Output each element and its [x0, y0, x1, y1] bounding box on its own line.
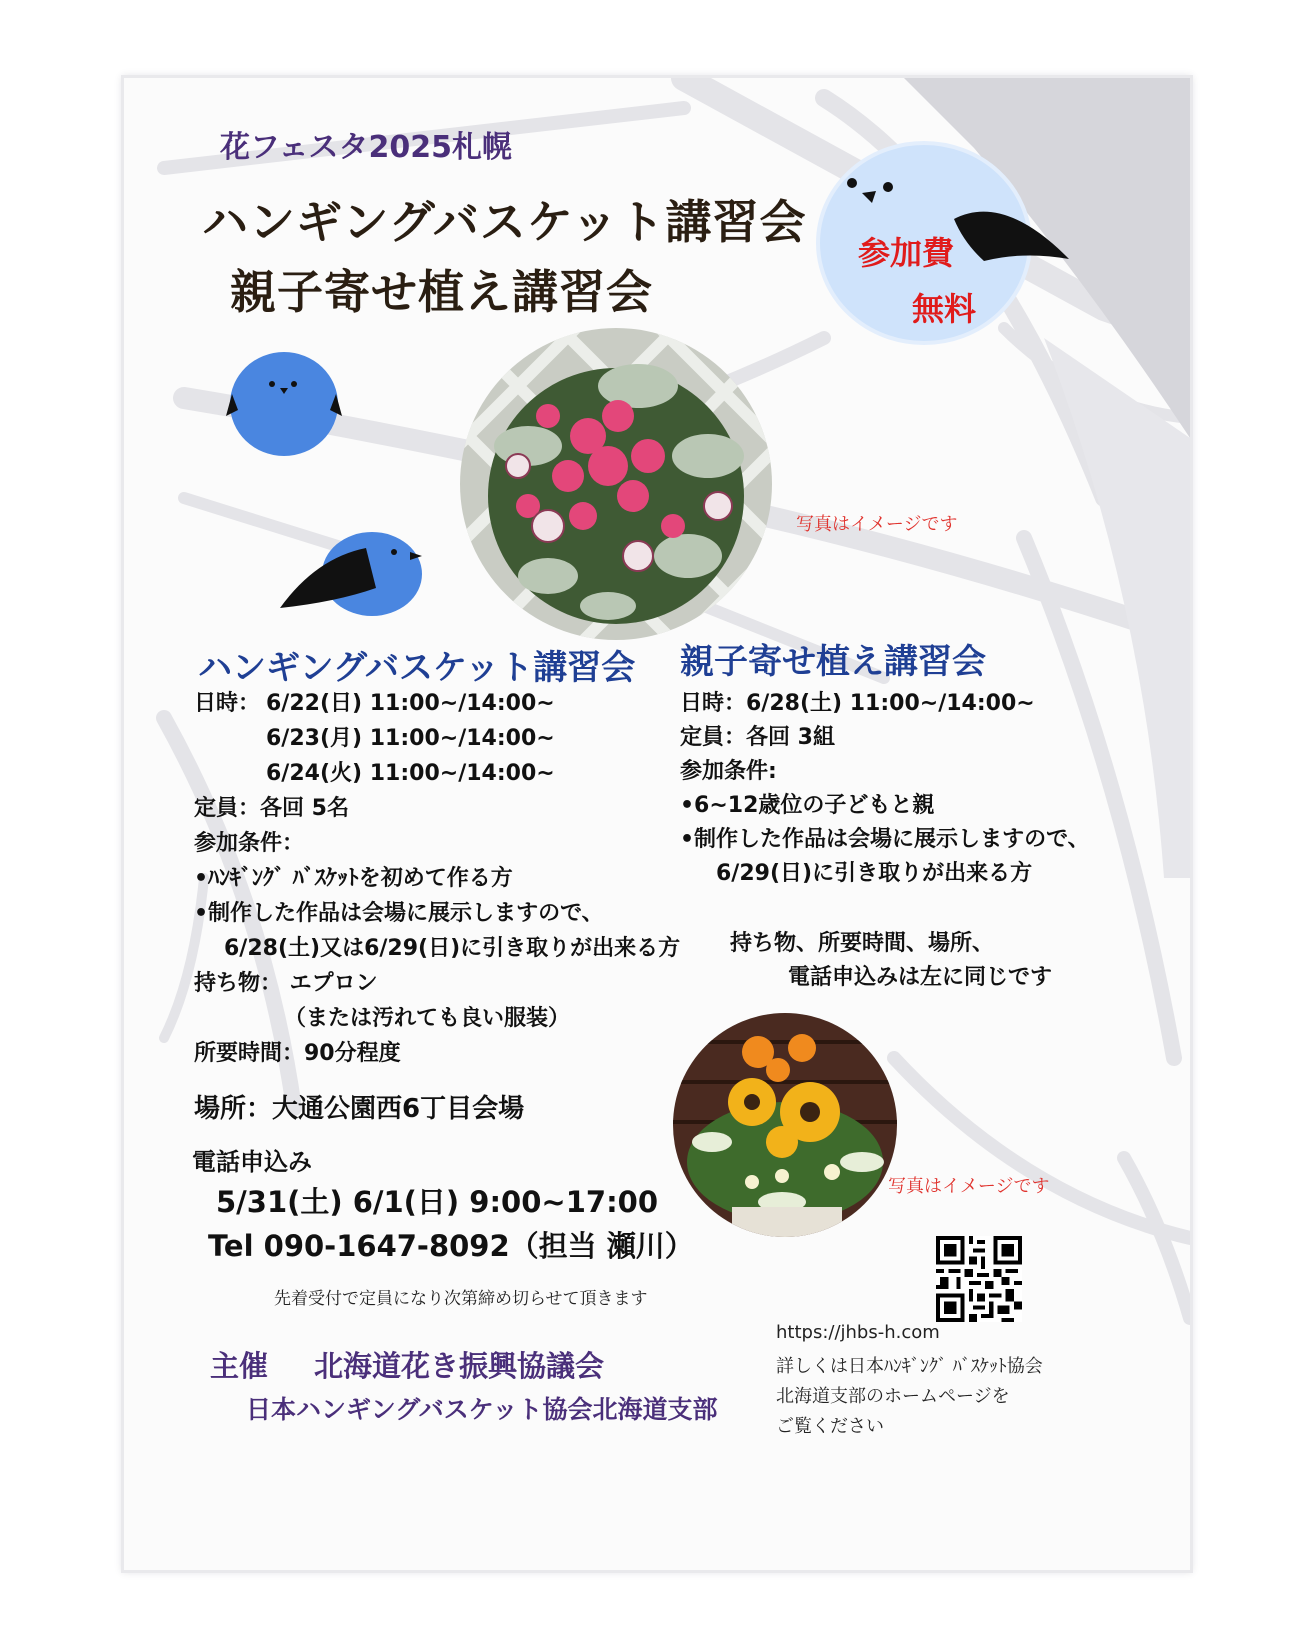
family-condition-1: •6~12歳位の子どもと親	[680, 793, 935, 818]
hanging-basket-photo	[458, 326, 774, 642]
hanging-date-1: 6/22(日) 11:00~/14:00~	[266, 691, 555, 716]
family-conditions-label: 参加条件:	[680, 759, 777, 784]
phone-number: Tel 090-1647-8092（担当 瀬川）	[208, 1229, 694, 1263]
family-condition-3: 6/29(日)に引き取りが出来る方	[716, 861, 1033, 886]
website-info-1: 詳しくは日本ﾊﾝｷﾞﾝｸﾞ ﾊﾞｽｹｯﾄ協会	[776, 1356, 1043, 1377]
hanging-duration: 所要時間：90分程度	[194, 1041, 401, 1066]
page-title: ハンギングバスケット講習会	[202, 195, 807, 249]
hanging-date-3: 6/24(火) 11:00~/14:00~	[266, 761, 555, 786]
hanging-items-note: （または汚れても良い服装）	[284, 1006, 571, 1031]
family-date: 日時：6/28(土) 11:00~/14:00~	[680, 691, 1035, 716]
fee-free-label: 無料	[912, 290, 977, 328]
family-condition-2: •制作した作品は会場に展示しますので、	[680, 827, 1090, 852]
hanging-date-label: 日時：	[194, 691, 261, 716]
family-section-title: 親子寄せ植え講習会	[680, 642, 986, 682]
organizer-label: 主催	[210, 1349, 269, 1383]
organizer-name-2: 日本ハンギングバスケット協会北海道支部	[246, 1395, 718, 1424]
family-same-note-2: 電話申込みは左に同じです	[788, 965, 1053, 990]
qr-code-icon[interactable]	[936, 1236, 1022, 1322]
blue-bird-flying-icon	[276, 518, 426, 618]
fee-label: 参加費	[858, 234, 955, 272]
family-same-note-1: 持ち物、所要時間、場所、	[730, 931, 995, 956]
blue-bird-icon	[224, 346, 344, 460]
hanging-condition-2: •制作した作品は会場に展示しますので、	[194, 901, 604, 926]
page-subtitle: 親子寄せ植え講習会	[230, 265, 653, 319]
hanging-items: 持ち物： エプロン	[194, 971, 378, 996]
first-come-note: 先着受付で定員になり次第締め切らせて頂きます	[274, 1289, 648, 1309]
event-name: 花フェスタ2025札幌	[220, 130, 512, 165]
website-url[interactable]: https://jhbs-h.com	[776, 1322, 940, 1343]
hanging-condition-3: 6/28(土)又は6/29(日)に引き取りが出来る方	[224, 936, 681, 961]
hanging-section-title: ハンギングバスケット講習会	[198, 648, 636, 688]
venue: 場所：大通公園西6丁目会場	[194, 1094, 525, 1124]
hanging-condition-1: •ﾊﾝｷﾞﾝｸﾞ ﾊﾞｽｹｯﾄを初めて作る方	[194, 866, 513, 891]
family-capacity: 定員：各回 3組	[680, 725, 835, 750]
family-planter-photo	[672, 1012, 898, 1238]
hanging-conditions-label: 参加条件：	[194, 831, 305, 856]
phone-label: 電話申込み	[192, 1148, 312, 1176]
website-info-3: ご覧ください	[776, 1416, 884, 1437]
organizer-name-1: 北海道花き振興協議会	[314, 1349, 605, 1383]
photo-note-1: 写真はイメージです	[796, 514, 958, 535]
phone-dates: 5/31(土) 6/1(日) 9:00~17:00	[216, 1185, 659, 1219]
hanging-date-2: 6/23(月) 11:00~/14:00~	[266, 726, 555, 751]
flyer	[124, 78, 1190, 1570]
photo-note-2: 写真はイメージです	[888, 1176, 1050, 1197]
website-info-2: 北海道支部のホームページを	[776, 1386, 1010, 1407]
hanging-capacity: 定員：各回 5名	[194, 796, 349, 821]
